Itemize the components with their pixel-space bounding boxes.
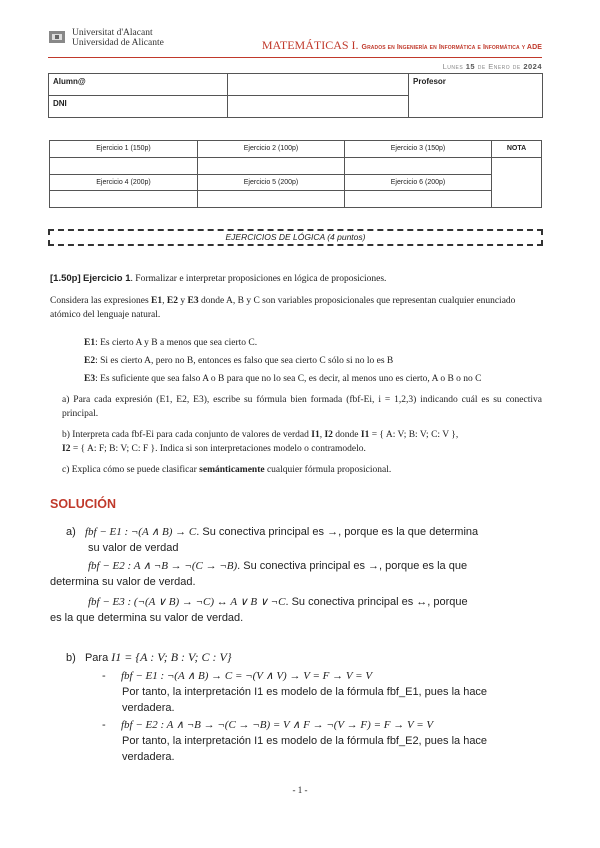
grade-cell-5[interactable] xyxy=(198,191,345,208)
nota-header: NOTA xyxy=(492,141,542,158)
solution-a-3: fbf − E3 : (¬(A ∨ B) → ¬C) ↔ A ∨ B ∨ ¬C. Su conectiva principal es ↔, porque es la que determina su valor de verdad. xyxy=(50,596,468,624)
grade-cell-2[interactable] xyxy=(198,157,345,174)
header-rule xyxy=(48,57,542,58)
statement-e1: E1: Es cierto A y B a menos que sea cierto C. xyxy=(84,338,258,348)
exercise-intro: Considera las expresiones E1, E2 y E3 donde A, B y C son variables proposicionales que representan cualquier enunciado atómico del lenguaje natural. xyxy=(50,296,516,320)
solution-b-2: - fbf − E2 : A ∧ ¬B → ¬(C → ¬B) = V ∧ F → ¬(V → F) = F → V = V Por tanto, la interpretación I1 es modelo de la fórmula fbf_E2, pues la hace verdadera. xyxy=(102,719,488,763)
university-name-spanish: Universidad de Alicante xyxy=(72,38,164,48)
dni-label: DNI xyxy=(49,96,228,118)
course-subtitle: Grados en Ingeniería en Informática e Informática y ADE xyxy=(361,44,542,51)
grade-cell-3[interactable] xyxy=(345,157,492,174)
grade-header-4: Ejercicio 4 (200p) xyxy=(50,174,198,191)
statement-e3: E3: Es suficiente que sea falso A o B para que no lo sea C, es decir, al menos uno es cierto, A o B o no C xyxy=(84,374,482,384)
solution-b-intro: b) Para I1 = {A : V; B : V; C : V} xyxy=(66,650,232,664)
item-a: a) Para cada expresión (E1, E2, E3), escribe su fórmula bien formada (fbf-Ei, i = 1,2,3) indicando cuál es su conectiva principal. xyxy=(62,395,542,419)
course-header xyxy=(262,38,542,53)
item-c: c) Explica cómo se puede clasificar semánticamente cualquier fórmula proposicional. xyxy=(62,465,392,475)
grade-header-6: Ejercicio 6 (200p) xyxy=(345,174,492,191)
solution-title: SOLUCIÓN xyxy=(50,497,116,511)
nota-cell[interactable] xyxy=(492,157,542,207)
alumno-field[interactable] xyxy=(228,74,409,96)
alumno-label: Alumn@ xyxy=(49,74,228,96)
student-info-table xyxy=(48,73,543,118)
university-logo xyxy=(48,27,168,49)
exercise-title: [1.50p] Ejercicio 1. Formalizar e interpretar proposiciones en lógica de proposiciones. xyxy=(50,273,387,284)
grade-cell-1[interactable] xyxy=(50,157,198,174)
course-title: MATEMÁTICAS I. xyxy=(261,38,359,52)
solution-a-1: a) fbf − E1 : ¬(A ∧ B) → C. Su conectiva principal es →, porque es la que determina su valor de verdad xyxy=(66,526,479,554)
grade-cell-6[interactable] xyxy=(345,191,492,208)
section-banner: EJERCICIOS DE LÓGICA (4 puntos) xyxy=(48,229,543,246)
solution-b-1: - fbf − E1 : ¬(A ∧ B) → C = ¬(V ∧ V) → V = F → V = V Por tanto, la interpretación I1 es modelo de la fórmula fbf_E1, pues la hace verdadera. xyxy=(102,670,488,714)
statement-e2: E2: Si es cierto A, pero no B, entonces es falso que sea cierto C sólo si no lo es B xyxy=(84,356,394,366)
profesor-label: Profesor xyxy=(409,74,543,118)
page-number: - 1 - xyxy=(292,785,308,795)
item-b: b) Interpreta cada fbf-Ei para cada conjunto de valores de verdad I1, I2 donde I1 = { A: V; B: V; C: V }, I2 = { A: F; B: V; C: F }. Indica si son interpretaciones modelo o contramodelo. xyxy=(62,430,459,454)
grade-header-2: Ejercicio 2 (100p) xyxy=(198,141,345,158)
grade-header-3: Ejercicio 3 (150p) xyxy=(345,141,492,158)
exam-date: Lunes 15 de Enero de 2024 xyxy=(442,62,542,71)
grade-cell-4[interactable] xyxy=(50,191,198,208)
grade-header-1: Ejercicio 1 (150p) xyxy=(50,141,198,158)
university-name-valencian: Universitat d'Alacant xyxy=(72,28,153,38)
university-crest-icon xyxy=(48,29,66,45)
grades-table xyxy=(49,140,542,208)
dni-field[interactable] xyxy=(228,96,409,118)
solution-a-2: fbf − E2 : A ∧ ¬B → ¬(C → ¬B). Su conectiva principal es →, porque es la que determina su valor de verdad. xyxy=(50,560,468,588)
grade-header-5: Ejercicio 5 (200p) xyxy=(198,174,345,191)
